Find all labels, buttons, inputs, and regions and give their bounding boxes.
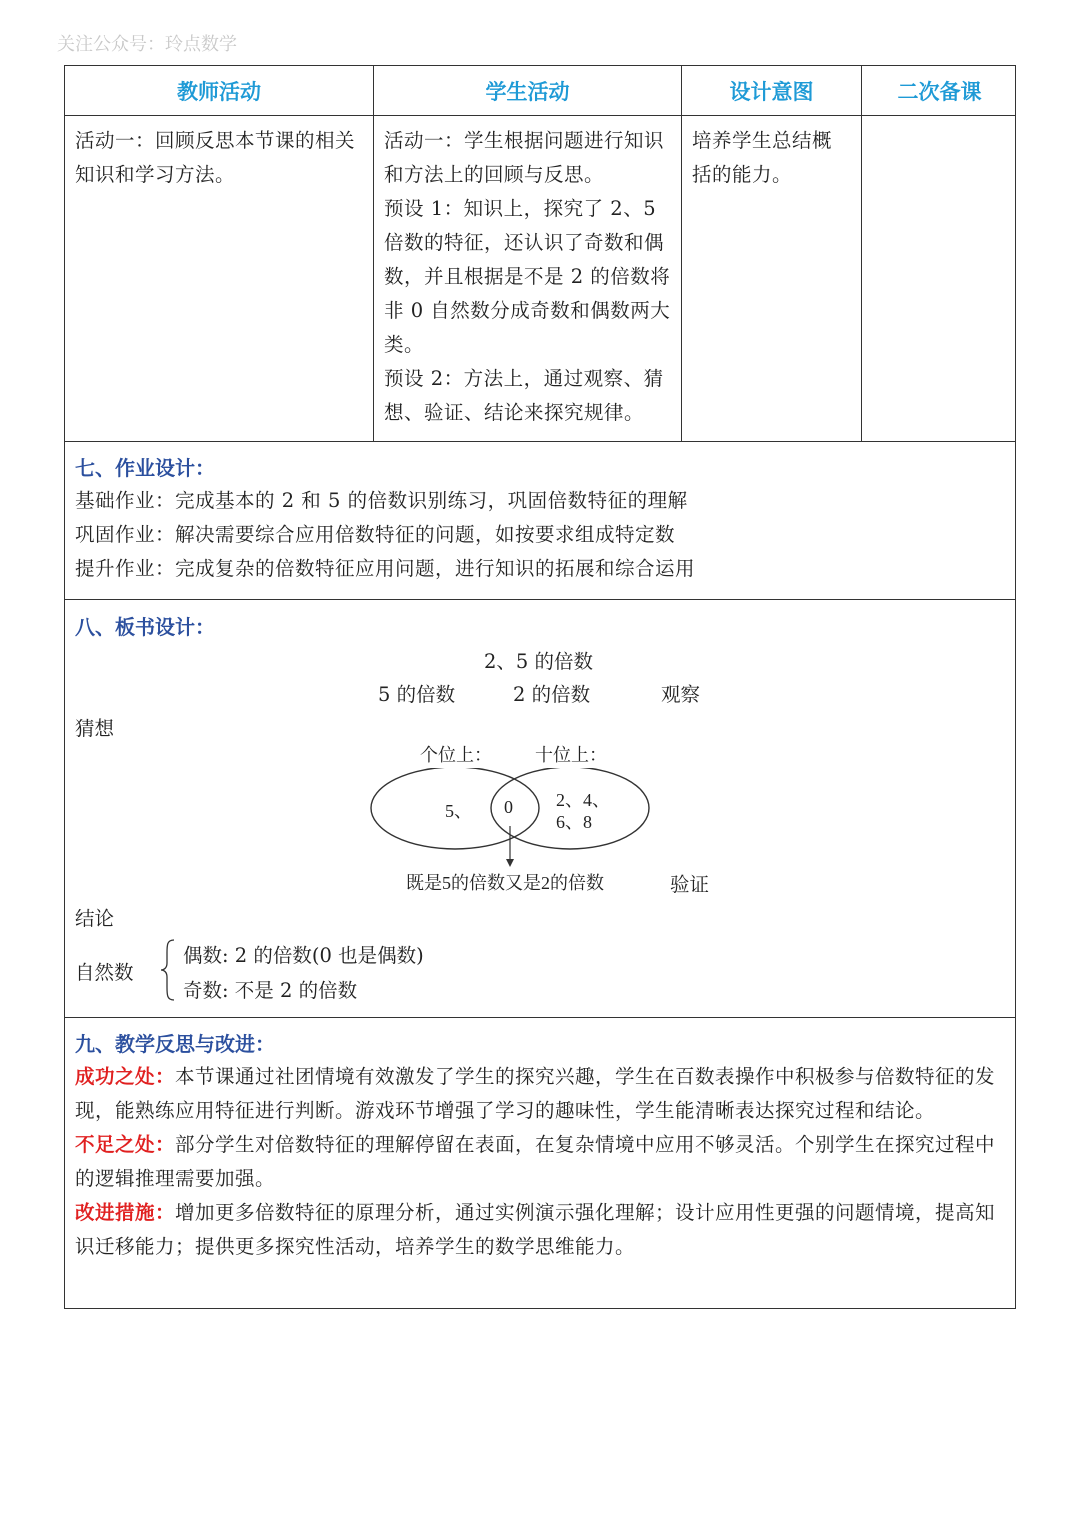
header-design-intent: 设计意图 [682, 66, 862, 115]
homework-consolidate: 巩固作业：解决需要综合应用倍数特征的问题，如按要求组成特定数 [75, 523, 676, 546]
improve-text: 增加更多倍数特征的原理分析，通过实例演示强化理解；设计应用性更强的问题情境，提高知识迁移能力；提供更多探究性活动，培养学生的数学思维能力。 [75, 1201, 996, 1258]
reflection-section [65, 1018, 1015, 1264]
student-preset-1: 预设 1：知识上，探究了 2、5 倍数的特征，还认识了奇数和偶数，并且根据是不是 2 的倍数将非 0 自然数分成奇数和偶数两大类。 [384, 197, 671, 356]
design-intent-text: 培养学生总结概括的能力。 [692, 129, 833, 186]
board-title: 八、板书设计： [75, 615, 215, 639]
venn-right-label-2: 6、8 [556, 812, 592, 832]
table-header-row [65, 66, 1015, 116]
board-observe: 观察 [661, 683, 701, 706]
teacher-activity-text: 活动一：回顾反思本节课的相关知识和学习方法。 [75, 129, 356, 186]
design-intent-cell [682, 116, 862, 441]
lesson-plan-table [64, 65, 1016, 1309]
venn-middle-label: 0 [504, 797, 513, 817]
board-conclusion: 结论 [75, 907, 115, 930]
teacher-activity-cell [65, 116, 374, 441]
watermark: 关注公众号：玲点数学 [57, 34, 237, 55]
venn-both-label: 既是5的倍数又是2的倍数 [406, 873, 604, 893]
header-second-prep: 二次备课 [897, 79, 982, 104]
student-preset-2: 预设 2：方法上，通过观察、猜想、验证、结论来探究规律。 [384, 367, 664, 424]
homework-advanced: 提升作业：完成复杂的倍数特征应用问题，进行知识的拓展和综合运用 [75, 557, 696, 580]
board-odd: 奇数: 不是 2 的倍数 [183, 979, 358, 1002]
board-even: 偶数: 2 的倍数(0 也是偶数) [183, 944, 424, 967]
success-label: 成功之处： [75, 1065, 176, 1088]
venn-left-label: 5、 [445, 801, 472, 821]
reflection-success [75, 1060, 1005, 1128]
board-guess: 猜想 [75, 717, 115, 740]
lack-text: 部分学生对倍数特征的理解停留在表面，在复杂情境中应用不够灵活。个别学生在探究过程中的逻辑推理需要加强。 [75, 1133, 996, 1190]
homework-section [65, 442, 1015, 600]
arrow-down-icon [506, 859, 514, 867]
header-teacher-activity: 教师活动 [65, 66, 374, 115]
board-verify: 验证 [670, 873, 710, 896]
success-text: 本节课通过社团情境有效激发了学生的探究兴趣，学生在百数表操作中积极参与倍数特征的发现，能熟练应用特征进行判断。游戏环节增强了学习的趣味性，学生能清晰表达探究过程和结论。 [75, 1065, 996, 1122]
improve-label: 改进措施： [75, 1201, 176, 1224]
homework-basic: 基础作业：完成基本的 2 和 5 的倍数识别练习，巩固倍数特征的理解 [75, 489, 688, 512]
board-five-multiples: 5 的倍数 [378, 683, 456, 706]
reflection-lack [75, 1128, 1005, 1196]
board-natural-numbers: 自然数 [75, 961, 134, 984]
board-two-multiples: 2 的倍数 [513, 683, 591, 706]
header-student-activity: 学生活动 [374, 66, 682, 115]
reflection-title: 九、教学反思与改进： [75, 1032, 275, 1056]
second-prep-cell [862, 116, 1017, 441]
student-activity-intro: 活动一：学生根据问题进行知识和方法上的回顾与反思。 [384, 129, 665, 186]
board-tens-label: 十位上： [535, 745, 607, 765]
board-design-section [65, 600, 1015, 1018]
student-activity-cell [374, 116, 682, 441]
activity-row [65, 116, 1015, 442]
lack-label: 不足之处： [75, 1133, 176, 1156]
homework-title: 七、作业设计： [75, 456, 215, 480]
brace-icon [158, 937, 180, 1003]
board-heading: 2、5 的倍数 [484, 650, 594, 673]
venn-right-label-1: 2、4、 [556, 790, 610, 810]
reflection-improve [75, 1196, 1005, 1264]
board-ones-label: 个位上： [420, 745, 492, 765]
